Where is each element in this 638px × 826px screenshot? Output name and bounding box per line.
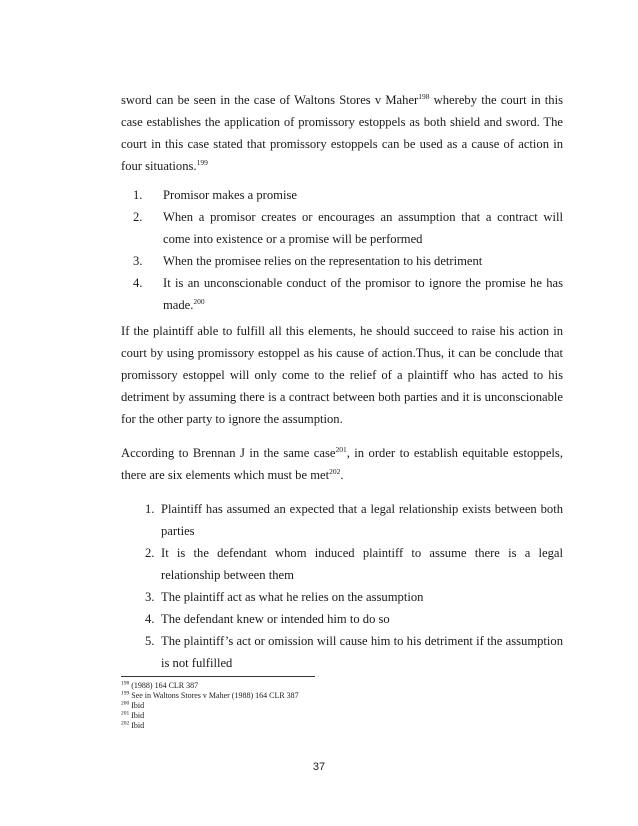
- footnote-divider: [121, 676, 315, 677]
- paragraph-1: [121, 89, 563, 177]
- paragraph-3-text-c: .: [340, 468, 344, 482]
- list-item-text: The plaintiff act as what he relies on the assumption: [161, 590, 424, 604]
- footnote-mark: 200: [121, 700, 130, 707]
- page-number: 37: [312, 761, 326, 773]
- paragraph-1-text-a: sword can be seen in the case of Waltons Stores v Maher: [121, 93, 419, 107]
- footnote-text: Ibid: [129, 721, 145, 730]
- list-item-number: 4.: [145, 612, 155, 626]
- list-item-text: Promisor makes a promise: [163, 188, 297, 202]
- list-item-text: [163, 272, 563, 316]
- footnote-mark: 198: [121, 680, 130, 687]
- list-item-number: 1.: [145, 502, 155, 516]
- paragraph-3: [121, 442, 563, 486]
- footnote-mark: 199: [121, 690, 130, 697]
- footnote-ref-201: 201: [335, 444, 347, 454]
- list-item-number: 5.: [145, 634, 155, 648]
- list-item-number: 3.: [145, 590, 155, 604]
- footnote-text: Ibid: [129, 701, 145, 710]
- list-item-text-content: It is an unconscionable conduct of the promisor to ignore the promise he has made.: [163, 276, 563, 312]
- footnote-198: [121, 681, 198, 691]
- footnote-text: See in Waltons Stores v Maher (1988) 164 CLR 387: [129, 691, 299, 700]
- paragraph-3-text-a: According to Brennan J in the same case: [121, 446, 336, 460]
- footnote-ref-202: 202: [329, 466, 341, 476]
- list-item-text: It is the defendant whom induced plaintiff to assume there is a legal relationship between them: [161, 546, 563, 582]
- footnote-ref-200: 200: [193, 296, 205, 306]
- footnote-text: (1988) 164 CLR 387: [129, 681, 199, 690]
- footnote-text: Ibid: [129, 711, 145, 720]
- list-item-text: Plaintiff has assumed an expected that a legal relationship exists between both parties: [161, 502, 563, 538]
- list-item-number: 4.: [133, 276, 143, 290]
- footnote-199: [121, 691, 299, 701]
- paragraph-3-text-b: , in order to establish equitable estoppels, there are six elements which must be met: [121, 446, 563, 482]
- list-item-number: 3.: [133, 254, 143, 268]
- list-item-number: 2.: [145, 546, 155, 560]
- list-item-number: 1.: [133, 188, 143, 202]
- footnote-202: [121, 721, 144, 731]
- footnote-ref-198: 198: [418, 91, 430, 101]
- list-item-text: When the promisee relies on the representation to his detriment: [163, 254, 483, 268]
- list-item-text: The defendant knew or intended him to do so: [161, 612, 390, 626]
- footnote-ref-199: 199: [196, 157, 208, 167]
- paragraph-1-text-b: whereby the court in this case establishes the application of promissory estoppels as both shield and sword. The court in this case stated that promissory estoppels can be used as a cause of action in four situations.: [121, 93, 563, 173]
- paragraph-2: If the plaintiff able to fulfill all this elements, he should succeed to raise his action in court by using promissory estoppel as his cause of action.Thus, it can be conclude that promissory estoppel will only come to the relief of a plaintiff who has acted to his detriment by assuming there is a contract between both parties and it is unconscionable for the other party to ignore the assumption.: [121, 324, 563, 426]
- list-item-text: The plaintiff’s act or omission will cause him to his detriment if the assumption is not fulfilled: [161, 634, 563, 670]
- list-item-text: When a promisor creates or encourages an assumption that a contract will come into existence or a promise will be performed: [163, 210, 563, 246]
- footnote-mark: 201: [121, 710, 130, 717]
- list-item-number: 2.: [133, 210, 143, 224]
- footnote-mark: 202: [121, 720, 130, 727]
